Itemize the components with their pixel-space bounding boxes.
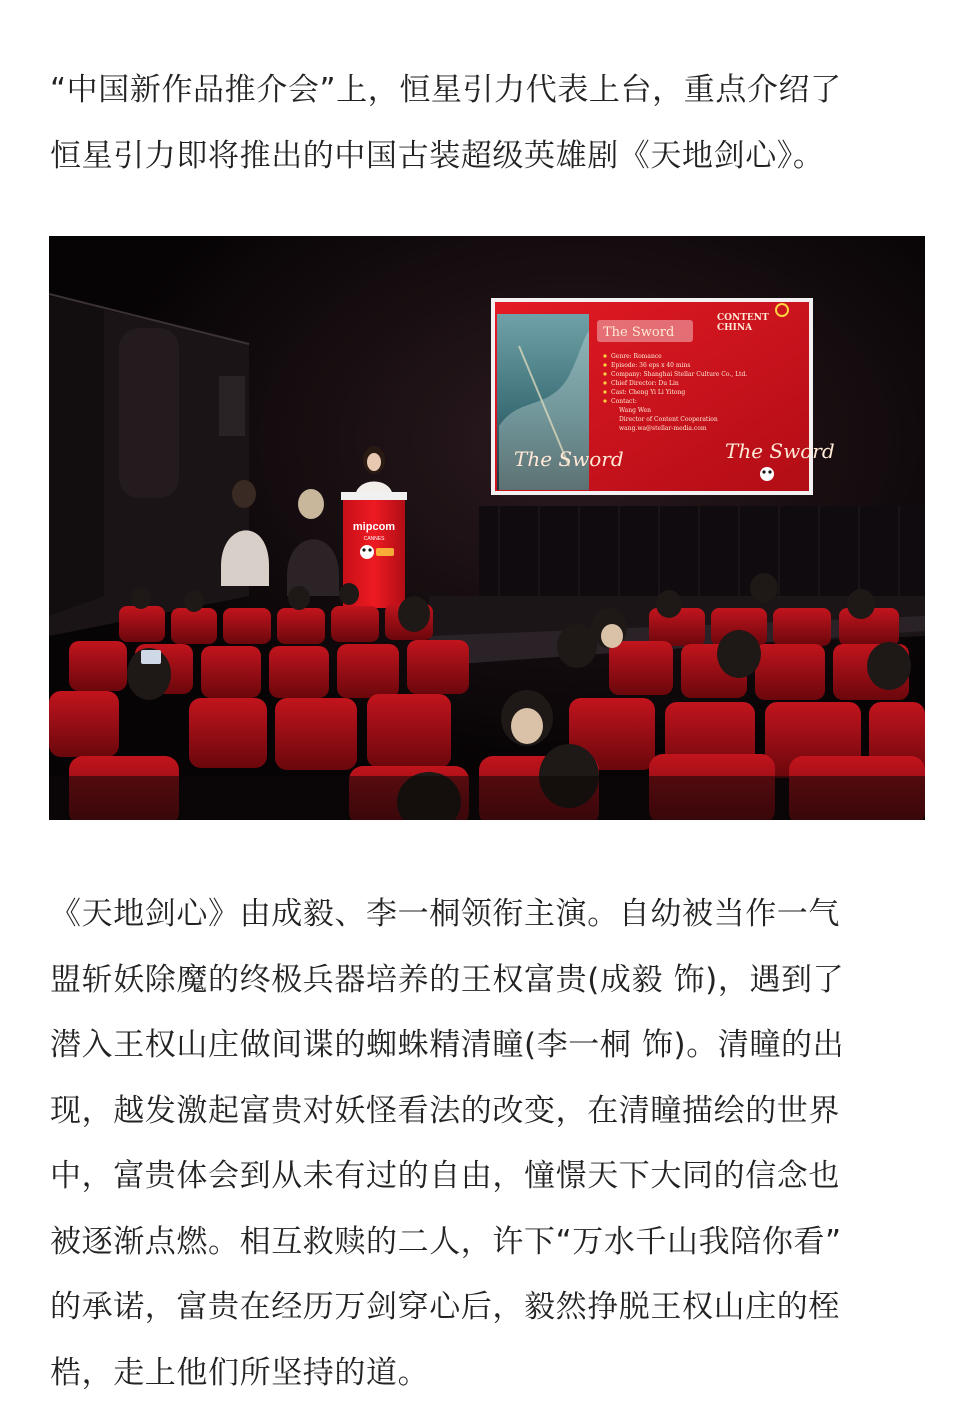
text-line: 的承诺，富贵在经历万剑穿心后，毅然挣脱王权山庄的桎	[50, 1275, 926, 1341]
slide-detail: Chief Director: Du Lin	[611, 380, 679, 387]
text-line: 中，富贵体会到从未有过的自由，憧憬天下大同的信念也	[50, 1144, 926, 1210]
panda-logo-icon	[360, 545, 374, 559]
slide-detail: wang.wa@stellar-media.com	[619, 425, 707, 432]
text-line: 现，越发激起富贵对妖怪看法的改变，在清瞳描绘的世界	[50, 1079, 926, 1145]
slide-detail: Director of Content Cooperation	[619, 416, 718, 423]
slide-logo-line: CHINA	[717, 323, 753, 333]
slide-title: The Sword	[603, 325, 674, 340]
text-line: 被逐渐点燃。相互救赎的二人，许下“万水千山我陪你看”	[50, 1210, 926, 1276]
slide-logo-line: CONTENT	[717, 313, 769, 323]
slide-detail: Cast: Cheng Yi Li Yitong	[611, 389, 685, 396]
text-line: 恒星引力即将推出的中国古装超级英雄剧《天地剑心》。	[50, 123, 926, 189]
slide-detail: Wang Wen	[619, 407, 651, 414]
intro-paragraph	[50, 57, 926, 189]
text-line: 潜入王权山庄做间谍的蜘蛛精清瞳(李一桐 饰)。清瞳的出	[50, 1013, 926, 1079]
podium-subbrand: CANNES	[364, 536, 386, 542]
text-line: 梏，走上他们所坚持的道。	[50, 1341, 926, 1406]
podium-brand: mipcom	[353, 521, 395, 533]
event-photo	[49, 236, 925, 820]
slide-detail: Company: Shanghai Stellar Culture Co., Ltd.	[611, 371, 747, 378]
text-line: 盟斩妖除魔的终极兵器培养的王权富贵(成毅 饰)，遇到了	[50, 948, 926, 1014]
text-line: “中国新作品推介会”上，恒星引力代表上台，重点介绍了	[50, 57, 926, 123]
presentation-screen	[491, 298, 835, 495]
panda-logo-icon	[760, 467, 774, 481]
poster-title: The Sword	[514, 447, 624, 471]
synopsis-paragraph	[50, 882, 926, 1406]
slide-detail: Episode: 36 eps x 40 mins	[611, 362, 690, 369]
drama-logo-text: The Sword	[725, 439, 835, 463]
phone-icon	[141, 650, 161, 664]
text-line: 《天地剑心》由成毅、李一桐领衔主演。自幼被当作一气	[50, 882, 926, 948]
slide-detail: Contact:	[611, 398, 637, 405]
slide-detail: Genre: Romance	[611, 353, 662, 360]
